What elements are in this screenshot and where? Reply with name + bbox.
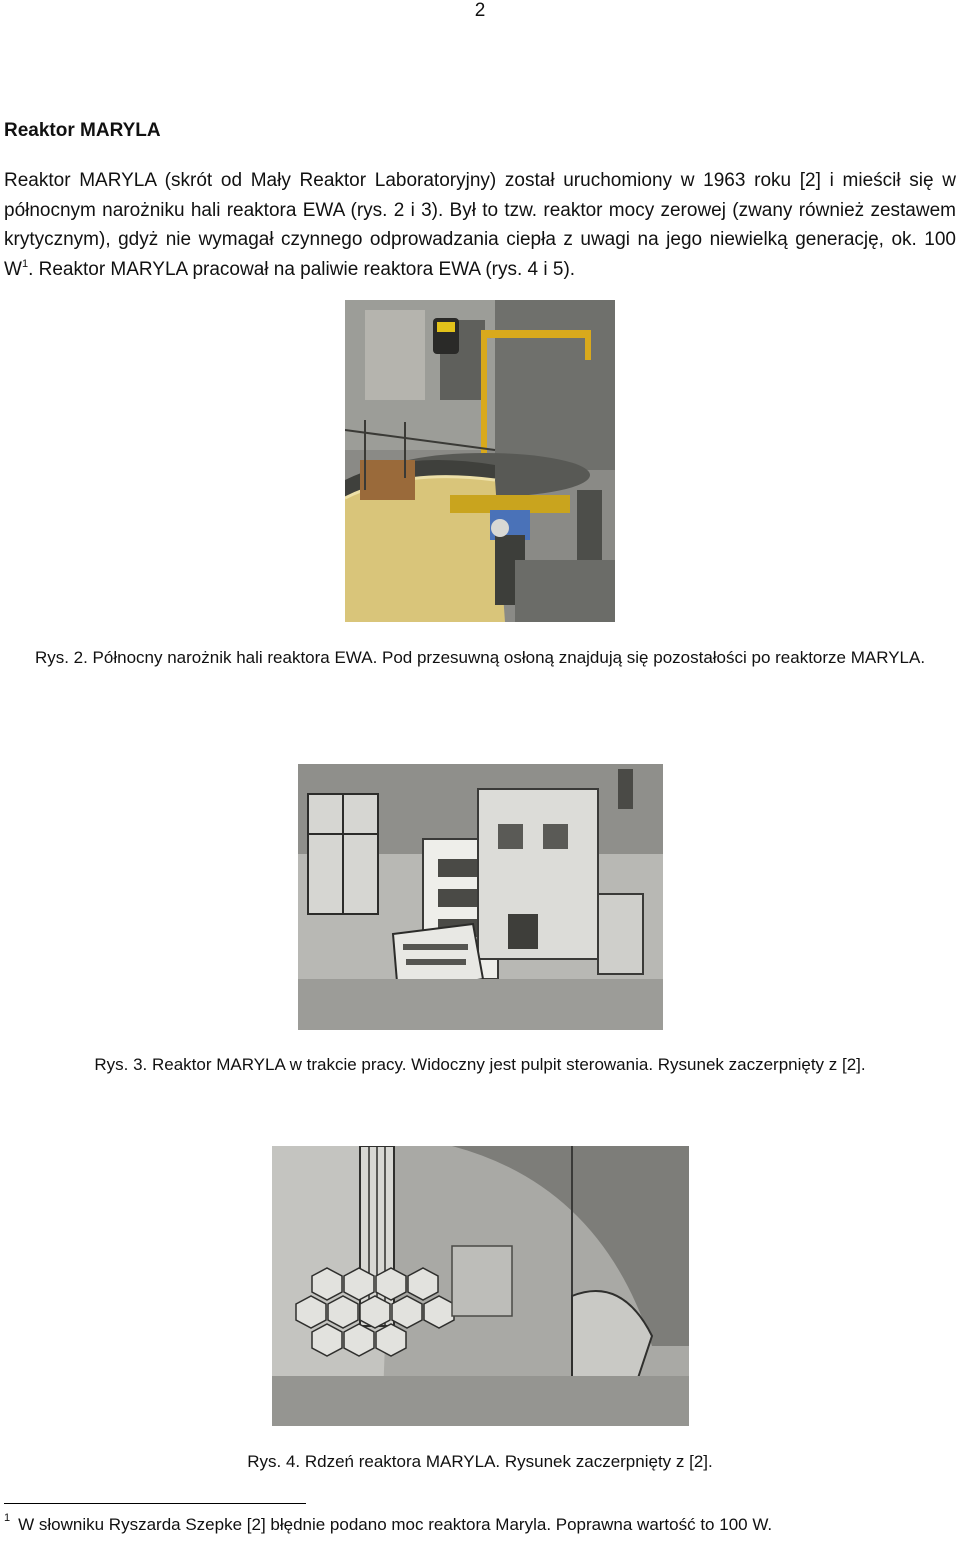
footnote-separator bbox=[4, 1503, 306, 1504]
body-paragraph bbox=[4, 166, 956, 284]
footnote-text: W słowniku Ryszarda Szepke [2] błędnie podano moc reaktora Maryla. Poprawna wartość to 100 W. bbox=[18, 1515, 773, 1534]
section-heading: Reaktor MARYLA bbox=[4, 120, 161, 141]
figure-caption: Rys. 2. Północny narożnik hali reaktora EWA. Pod przesuwną osłoną znajdują się pozostałości po reaktorze MARYLA. bbox=[34, 648, 926, 667]
footnote-reference[interactable]: 1 bbox=[21, 257, 29, 270]
figure-caption: Rys. 3. Reaktor MARYLA w trakcie pracy. Widoczny jest pulpit sterowania. Rysunek zaczerpnięty z [2]. bbox=[94, 1055, 866, 1074]
paragraph-text-start: Reaktor MARYLA (skrót od Mały Reaktor Laboratoryjny) został uruchomiony w 1963 roku [2] i mieścił się w północnym narożniku hali reaktora EWA (rys. 2 i 3). Był to tzw. reaktor mocy zerowej (zwany również zestawem krytycznym), gdyż nie wymagał czynnego odprowadzania ciepła z uwagi na jego niewielką generację, ok. 100 W bbox=[4, 170, 956, 280]
footnote-marker: 1 bbox=[4, 1512, 11, 1524]
reactor-core-photo bbox=[272, 1146, 689, 1426]
figure-caption: Rys. 4. Rdzeń reaktora MARYLA. Rysunek zaczerpnięty z [2]. bbox=[247, 1452, 713, 1471]
paragraph-text-end: . Reaktor MARYLA pracował na paliwie reaktora EWA (rys. 4 i 5). bbox=[28, 258, 576, 280]
footnote bbox=[4, 1512, 773, 1535]
reactor-hall-photo bbox=[345, 300, 615, 622]
page-number: 2 bbox=[474, 0, 486, 21]
control-room-photo bbox=[298, 764, 663, 1030]
